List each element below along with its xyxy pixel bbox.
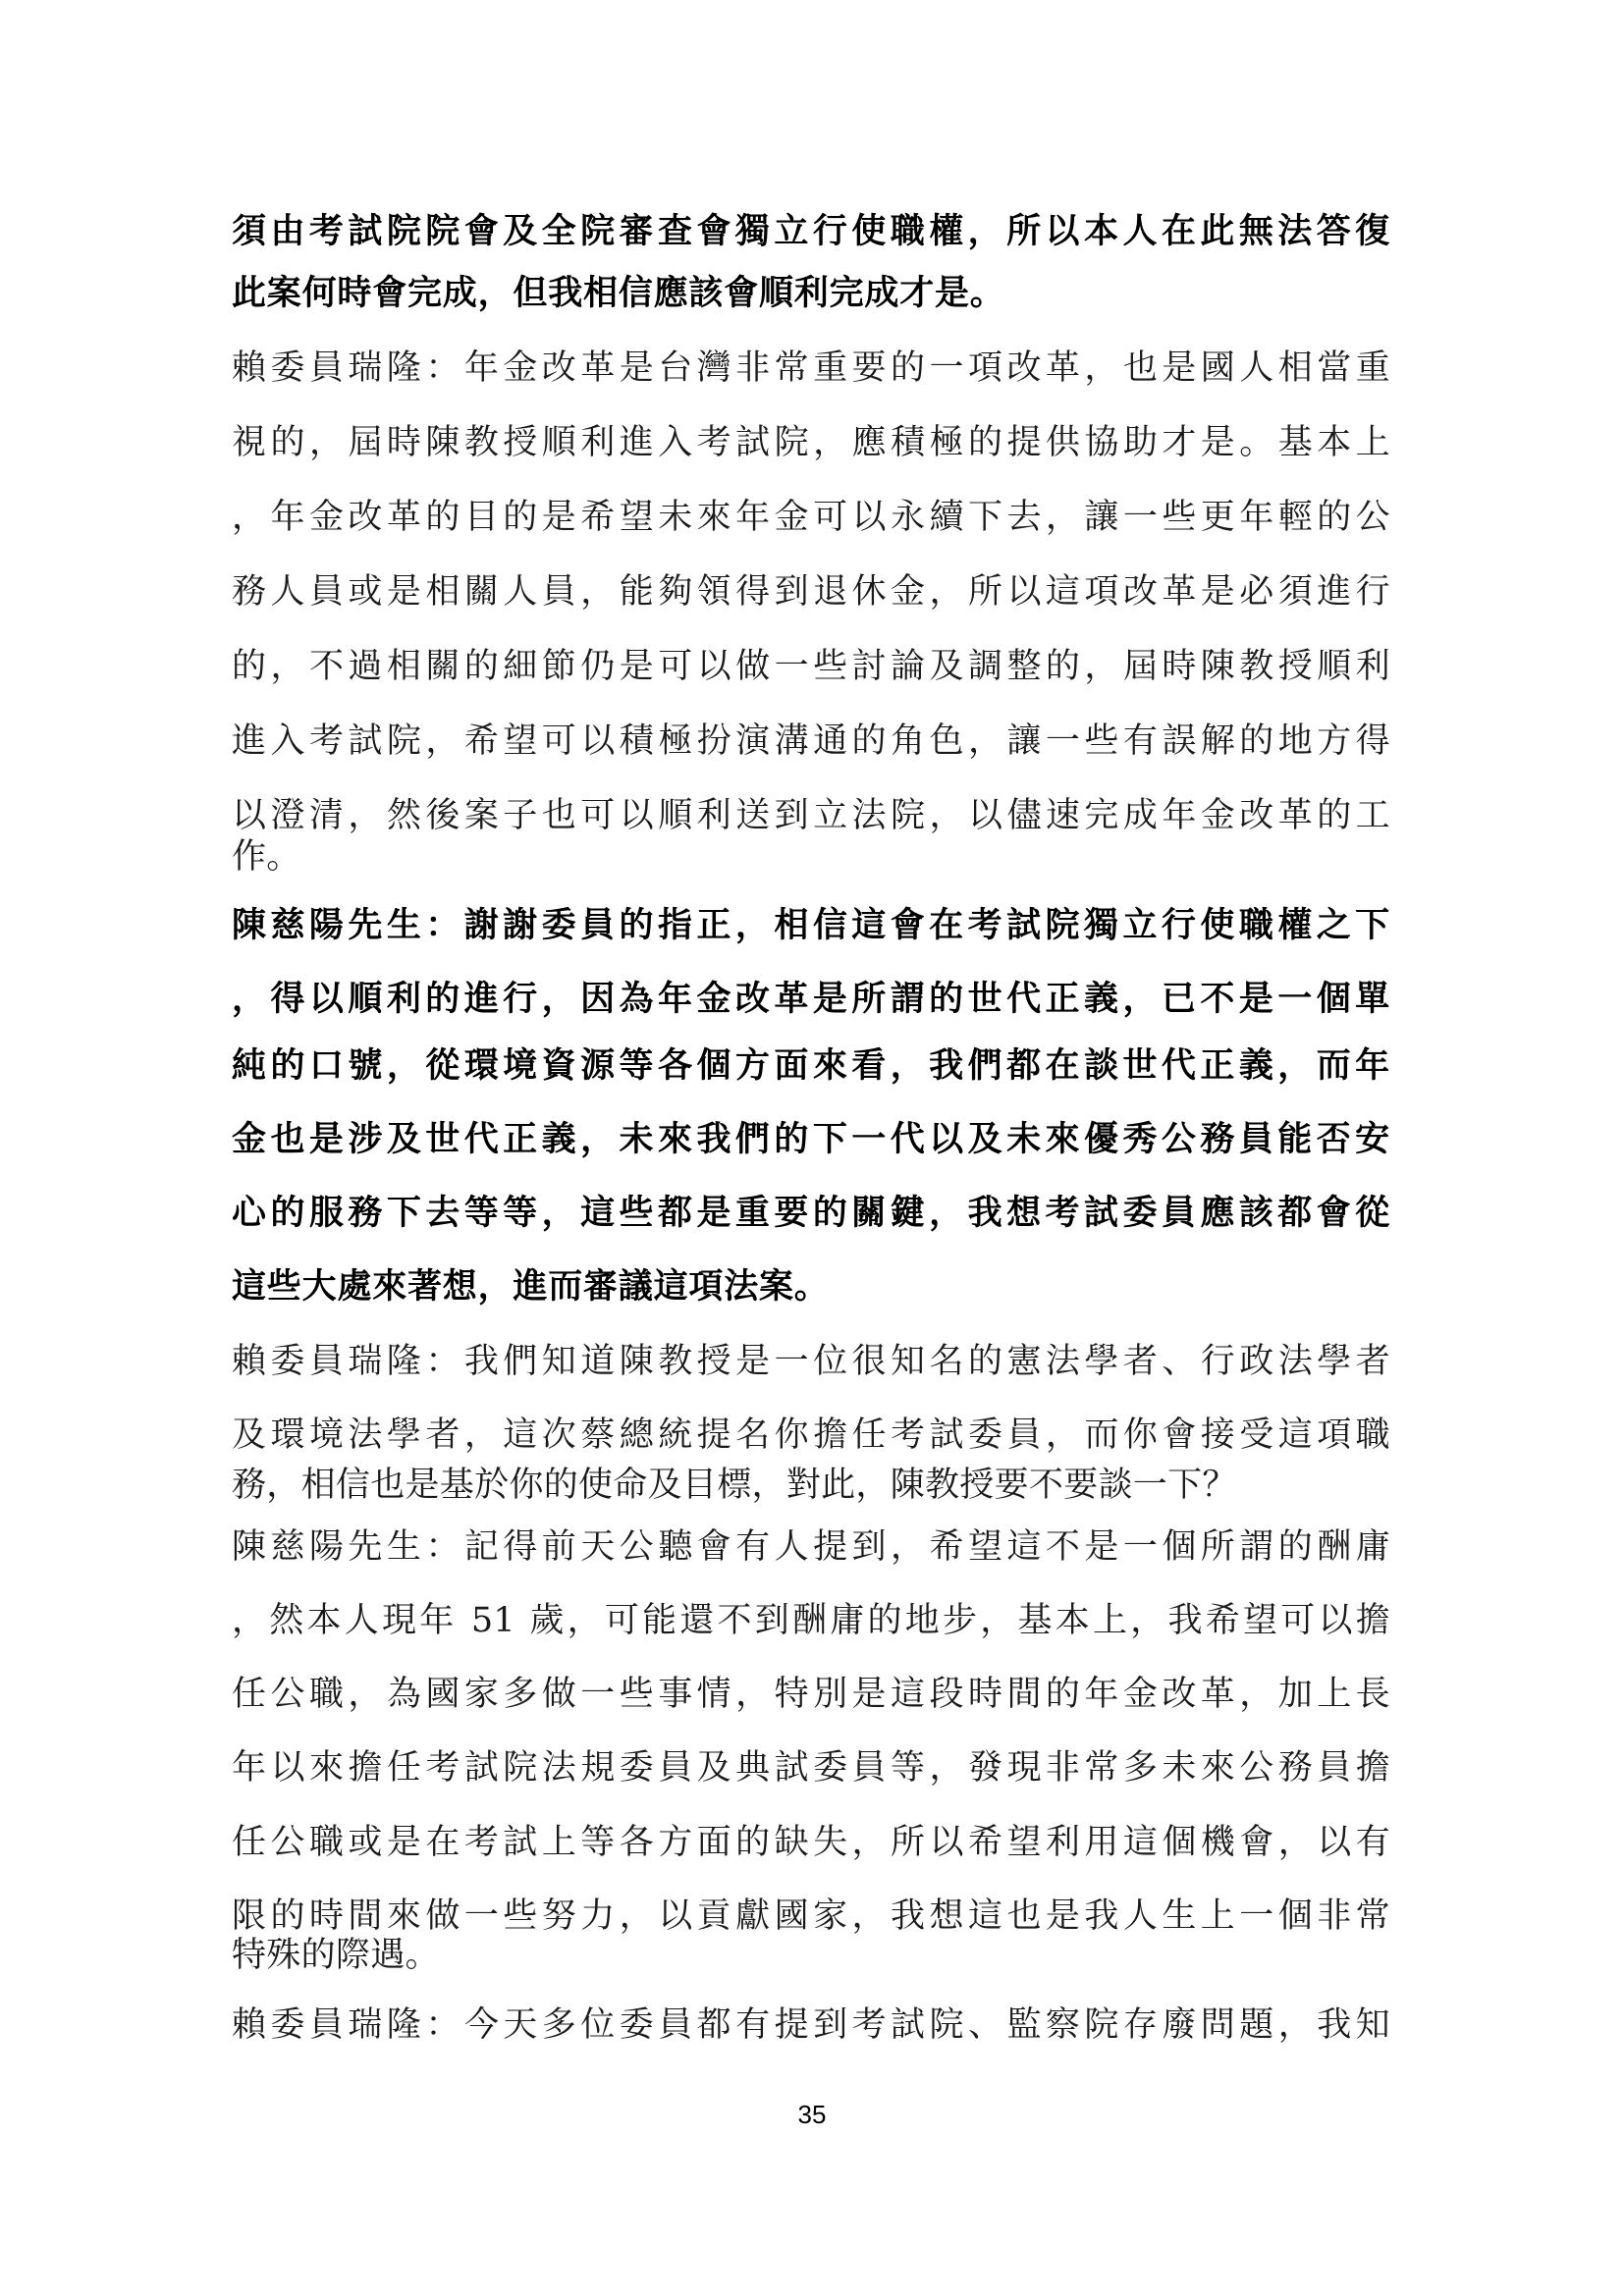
text-line: 特殊的際遇。 [232,1936,440,1975]
text-line: 這些大處來著想，進而審議這項法案。 [232,1267,830,1307]
text-line: ，得以順利的進行，因為年金改革是所謂的世代正義，已不是一個單 [232,980,1390,1019]
text-line: 及環境法學者，這次蔡總統提名你擔任考試委員，而你會接受這項職 [232,1415,1390,1455]
text-line: 作。 [232,837,301,877]
text-line: 陳慈陽先生：記得前天公聽會有人提到，希望這不是一個所謂的酬庸 [232,1527,1390,1567]
text-line: 進入考試院，希望可以積極扮演溝通的角色，讓一些有誤解的地方得 [232,721,1390,761]
text-line: 任公職或是在考試上等各方面的缺失，所以希望利用這個機會，以有 [232,1823,1390,1862]
text-line: 陳慈陽先生：謝謝委員的指正，相信這會在考試院獨立行使職權之下 [232,906,1390,945]
text-line: 限的時間來做一些努力，以貢獻國家，我想這也是我人生上一個非常 [232,1896,1390,1936]
text-line: 心的服務下去等等，這些都是重要的關鍵，我想考試委員應該都會從 [232,1194,1390,1233]
text-line: 務，相信也是基於你的使命及目標，對此，陳教授要不要談一下？ [232,1466,1237,1505]
text-line: 賴委員瑞隆：今天多位委員都有提到考試院、監察院存廢問題，我知 [232,2005,1390,2045]
text-line: 純的口號，從環境資源等各個方面來看，我們都在談世代正義，而年 [232,1046,1390,1086]
text-line: 的，不過相關的細節仍是可以做一些討論及調整的，屆時陳教授順利 [232,647,1390,686]
text-line: 視的，屆時陳教授順利進入考試院，應積極的提供協助才是。基本上 [232,423,1390,462]
text-line: 賴委員瑞隆：我們知道陳教授是一位很知名的憲法學者、行政法學者 [232,1342,1390,1381]
text-line: 年以來擔任考試院法規委員及典試委員等，發現非常多未來公務員擔 [232,1748,1390,1788]
text-line: 以澄清，然後案子也可以順利送到立法院，以儘速完成年金改革的工 [232,796,1390,835]
page-number: 35 [797,2100,827,2129]
text-line: 金也是涉及世代正義，未來我們的下一代以及未來優秀公務員能否安 [232,1120,1390,1159]
text-line: 賴委員瑞隆：年金改革是台灣非常重要的一項改革，也是國人相當重 [232,348,1390,388]
text-line: 務人員或是相關人員，能夠領得到退休金，所以這項改革是必須進行 [232,572,1390,612]
text-line: ，年金改革的目的是希望未來年金可以永續下去，讓一些更年輕的公 [232,498,1390,537]
text-line: ，然本人現年 51 歲，可能還不到酬庸的地步，基本上，我希望可以擔 [232,1601,1390,1640]
text-line: 須由考試院院會及全院審查會獨立行使職權，所以本人在此無法答復 [232,212,1390,251]
text-line: 此案何時會完成，但我相信應該會順利完成才是。 [232,274,1005,313]
text-line: 任公職，為國家多做一些事情，特別是這段時間的年金改革，加上長 [232,1675,1390,1714]
